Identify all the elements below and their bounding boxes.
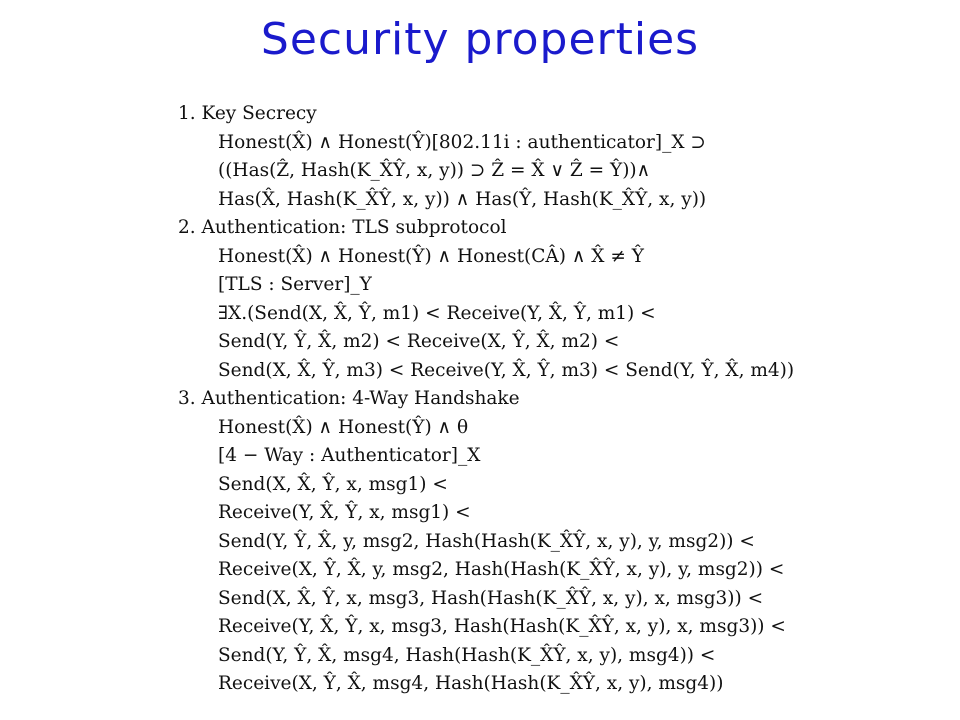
formula-line: Honest(X̂) ∧ Honest(Ŷ) ∧ Honest(CÂ) ∧ X̂ ≠ Ŷ: [218, 245, 644, 267]
formula-line: Send(Y, Ŷ, X̂, m2) < Receive(X, Ŷ, X̂, m2) <: [218, 331, 620, 352]
formula-line: Send(X, X̂, Ŷ, m3) < Receive(Y, X̂, Ŷ, m3) < Send(Y, Ŷ, X̂, m4)): [218, 359, 795, 381]
formula-list: [178, 100, 938, 699]
formula-line: Receive(Y, X̂, Ŷ, x, msg3, Hash(Hash(K_X̂Ŷ, x, y), x, msg3)) <: [218, 616, 786, 637]
formula-line: Receive(Y, X̂, Ŷ, x, msg1) <: [218, 502, 471, 523]
formula-line: Honest(X̂) ∧ Honest(Ŷ) ∧ θ: [218, 416, 469, 438]
formula-line: ∃X.(Send(X, X̂, Ŷ, m1) < Receive(Y, X̂, Ŷ, m1) <: [218, 302, 656, 324]
section-2-heading: 2. Authentication: TLS subprotocol: [178, 217, 507, 238]
formula-line: Send(Y, Ŷ, X̂, y, msg2, Hash(Hash(K_X̂Ŷ, x, y), y, msg2)) <: [218, 530, 755, 552]
section-1-heading: 1. Key Secrecy: [178, 103, 317, 124]
formula-line: ((Has(Ẑ, Hash(K_X̂Ŷ, x, y)) ⊃ Ẑ = X̂ ∨ Ẑ = Ŷ))∧: [218, 160, 651, 181]
section-3-heading: 3. Authentication: 4-Way Handshake: [178, 388, 520, 409]
formula-line: Honest(X̂) ∧ Honest(Ŷ)[802.11i : authenticator]_X ⊃: [218, 131, 706, 153]
formula-line: Send(X, X̂, Ŷ, x, msg1) <: [218, 473, 448, 495]
formula-line: [4 − Way : Authenticator]_X: [218, 445, 481, 466]
formula-line: Send(Y, Ŷ, X̂, msg4, Hash(Hash(K_X̂Ŷ, x, y), msg4)) <: [218, 644, 716, 666]
formula-line: [TLS : Server]_Y: [218, 274, 372, 295]
formula-line: Receive(X, Ŷ, X̂, y, msg2, Hash(Hash(K_X̂Ŷ, x, y), y, msg2)) <: [218, 559, 785, 580]
formula-line: Send(X, X̂, Ŷ, x, msg3, Hash(Hash(K_X̂Ŷ, x, y), x, msg3)) <: [218, 587, 764, 609]
formula-line: Has(X̂, Hash(K_X̂Ŷ, x, y)) ∧ Has(Ŷ, Hash(K_X̂Ŷ, x, y)): [218, 188, 707, 210]
slide-title: Security properties: [260, 14, 700, 65]
formula-line: Receive(X, Ŷ, X̂, msg4, Hash(Hash(K_X̂Ŷ, x, y), msg4)): [218, 673, 724, 694]
